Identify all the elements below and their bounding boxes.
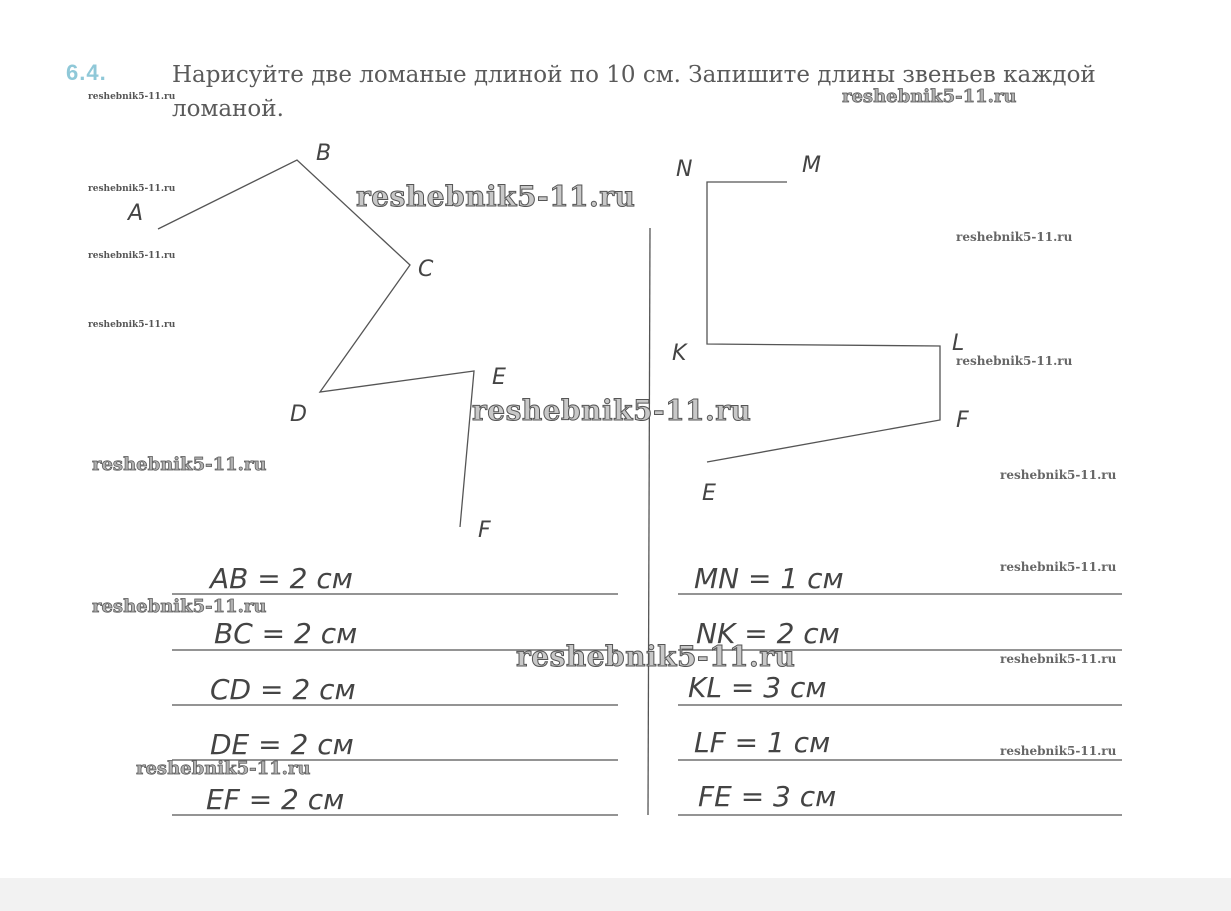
task-statement: Нарисуйте две ломаные длиной по 10 см. Запишите длины звеньев каждой ломаной. [172,62,1096,122]
answer-kl: KL = 3 см [688,671,827,704]
watermark: reshebnik5-11.ru [88,184,176,194]
watermark: reshebnik5-11.ru [92,596,267,617]
watermark: reshebnik5-11.ru [956,230,1073,244]
answer-mn: MN = 1 см [694,562,844,595]
point-label-f: F [478,518,491,543]
point-label-b: B [316,141,332,166]
task-number: 6.4. [66,60,107,85]
watermark: reshebnik5-11.ru [516,640,796,673]
point-label-c: C [418,257,434,282]
answer-bc: BC = 2 см [214,617,358,650]
watermark: reshebnik5-11.ru [88,251,176,261]
point-label-d: D [290,402,307,427]
watermark: reshebnik5-11.ru [1000,652,1117,666]
answer-nk: NK = 2 см [696,617,840,650]
point-label-n: N [676,157,693,182]
answer-de: DE = 2 см [210,728,354,761]
point-label-m: M [802,153,821,178]
watermark: reshebnik5-11.ru [88,320,176,330]
point-label-e: E [492,365,506,390]
answer-fe: FE = 3 см [698,780,837,813]
point-label-e2: E [702,481,716,506]
watermark: reshebnik5-11.ru [1000,560,1117,574]
point-label-k: K [672,341,687,366]
watermark: reshebnik5-11.ru [472,394,752,427]
answer-ab: AB = 2 см [210,562,353,595]
watermark: reshebnik5-11.ru [1000,744,1117,758]
watermark: reshebnik5-11.ru [136,758,311,779]
answer-lf: LF = 1 см [694,726,831,759]
watermark: reshebnik5-11.ru [956,354,1073,368]
answer-ef: EF = 2 см [206,783,345,816]
watermark: reshebnik5-11.ru [92,454,267,475]
answer-cd: CD = 2 см [210,673,356,706]
watermark: reshebnik5-11.ru [356,180,636,213]
watermark: reshebnik5-11.ru [88,92,176,102]
watermark: reshebnik5-11.ru [1000,468,1117,482]
point-label-l: L [952,331,965,356]
point-label-f2: F [956,408,969,433]
column-divider [648,228,650,815]
point-label-a: A [128,201,144,226]
watermark: reshebnik5-11.ru [842,86,1017,107]
